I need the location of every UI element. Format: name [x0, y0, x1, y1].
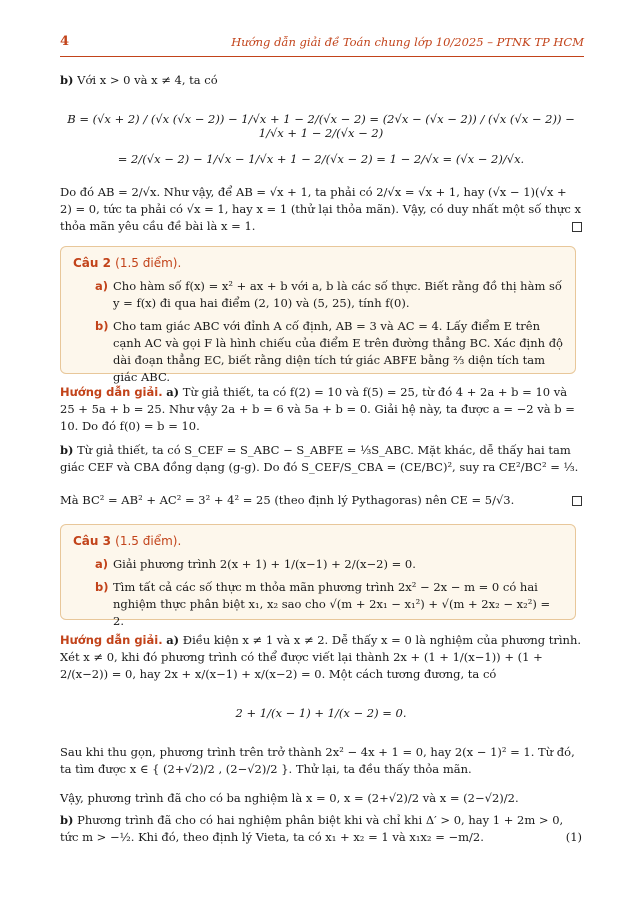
header-rule: [60, 56, 584, 57]
question-3b-text: Tìm tất cả các số thực m thỏa mãn phương trình 2x² − 2x − m = 0 có hai nghiệm thực phân biệt x₁, x₂ sao cho √(m + 2x₁ − x₁²) + √(m + 2x₂ − x₂²) = 2.: [113, 580, 551, 628]
question-3-heading: [73, 533, 563, 550]
solution-3a-after: [60, 744, 582, 778]
question-3a-label: a): [95, 557, 109, 571]
solution-3-guide: Hướng dẫn giải.: [60, 633, 163, 647]
solution-2b-text-2: Mà BC² = AB² + AC² = 3² + 4² = 25 (theo định lý Pythagoras) nên CE = 5/√3.: [60, 493, 515, 507]
solution-3a-conclusion-text: Vậy, phương trình đã cho có ba nghiệm là x = 0, x = (2+√2)/2 và x = (2−√2)/2.: [60, 791, 519, 805]
question-2-points: (1.5 điểm).: [115, 256, 182, 270]
solution-3a-text: Điều kiện x ≠ 1 và x ≠ 2. Dễ thấy x = 0 là nghiệm của phương trình. Xét x ≠ 0, khi đó phương trình có thể được viết lại thành 2x + (1 + 1/(x−1)) + (1 + 2/(x−2)) = 0, hay 2x + x/(x−1) + x/(x−2) = 0. Một cách tương đương, ta có: [60, 633, 582, 681]
question-2a: [73, 278, 563, 312]
solution-3a-label: a): [166, 633, 180, 647]
question-2a-label: a): [95, 279, 109, 293]
page-number: 4: [60, 34, 70, 49]
solution-3b-text: Phương trình đã cho có hai nghiệm phân biệt khi và chỉ khi Δ′ > 0, hay 1 + 2m > 0, tức m > −½. Khi đó, theo định lý Vieta, ta có x₁ + x₂ = 1 và x₁x₂ = −m/2.: [60, 813, 564, 844]
qed-icon: [572, 496, 582, 506]
question-3a-text: Giải phương trình 2(x + 1) + 1/(x−1) + 2/(x−2) = 0.: [113, 557, 416, 571]
question-2b: [73, 318, 563, 386]
solution-2b-end: [60, 492, 582, 509]
equation-number: (1): [565, 830, 582, 844]
solution-3a-after-text: Sau khi thu gọn, phương trình trên trở thành 2x² − 4x + 1 = 0, hay 2(x − 1)² = 1. Từ đó, ta tìm được x ∈ { (2+√2)/2 , (2−√2)/2 }. Thử lại, ta đều thấy thỏa mãn.: [60, 745, 575, 776]
question-2-heading: [73, 255, 563, 272]
question-3-box: [60, 524, 576, 628]
question-2a-text: Cho hàm số f(x) = x² + ax + b với a, b là các số thực. Biết rằng đồ thị hàm số y = f(x) đi qua hai điểm (2, 10) và (5, 25), tính f(0).: [113, 279, 562, 310]
solution-2a-text: Từ giả thiết, ta có f(2) = 10 và f(5) = 25, từ đó 4 + 2a + b = 10 và 25 + 5a + b = 25. Như vậy 2a + b = 6 và 5a + b = 0. Giải hệ này, ta được a = −2 và b = 10. Do đó f(0) = b = 10.: [60, 385, 575, 433]
conclusion-b: [60, 184, 582, 235]
equation-line-2: = 2/(√x − 2) − 1/√x − 1/√x + 1 − 2/(√x − 2) = 1 − 2/√x = (√x − 2)/√x.: [117, 152, 525, 166]
question-3-points: (1.5 điểm).: [115, 534, 182, 548]
solution-3a-equation: 2 + 1/(x − 1) + 1/(x − 2) = 0.: [235, 706, 407, 720]
running-title: Hướng dẫn giải đề Toán chung lớp 10/2025 – PTNK TP HCM: [231, 35, 584, 49]
equation-line-1: B = (√x + 2) / (√x (√x − 2)) − 1/√x + 1 − 2/(√x − 2) = (2√x − (√x − 2)) / (√x (√x − 2)) − 1/√x + 1 − 2/(√x − 2): [67, 112, 575, 140]
question-2b-text: Cho tam giác ABC với đỉnh A cố định, AB = 3 và AC = 4. Lấy điểm E trên cạnh AC và gọi F là hình chiếu của điểm E trên đường thẳng BC. Xác định độ dài đoạn thẳng EC, biết rằng diện tích tứ giác ABFE bằng ⅔ diện tích tam giác ABC.: [113, 319, 563, 384]
question-3b: [73, 579, 563, 630]
solution-3a: [60, 632, 582, 683]
part-b-label: b): [60, 73, 74, 87]
solution-2b-text-1: Từ giả thiết, ta có S_CEF = S_ABC − S_ABFE = ⅓S_ABC. Mặt khác, dễ thấy hai tam giác CEF và CBA đồng dạng (g-g). Do đó S_CEF/S_CBA = (CE/BC)², suy ra CE²/BC² = ⅓.: [60, 443, 579, 474]
page-header: [60, 34, 584, 52]
question-2-title: Câu 2: [73, 256, 111, 270]
part-b-intro: [60, 72, 582, 89]
conclusion-b-text: Do đó AB = 2/√x. Như vậy, để AB = √x + 1, ta phải có 2/√x = √x + 1, hay (√x − 1)(√x + 2) = 0, tức ta phải có √x = 1, hay x = 1 (thử lại thỏa mãn). Vậy, có duy nhất một số thực x thỏa mãn yêu cầu đề bài là x = 1.: [60, 185, 581, 233]
question-3b-label: b): [95, 580, 109, 594]
solution-2a: [60, 384, 582, 435]
solution-2b: [60, 442, 582, 476]
solution-3a-conclusion: [60, 790, 582, 807]
question-2-box: [60, 246, 576, 384]
solution-2b-label: b): [60, 443, 74, 457]
solution-2a-label: a): [166, 385, 180, 399]
question-3a: [73, 556, 563, 573]
part-b-text: Với x > 0 và x ≠ 4, ta có: [77, 73, 218, 87]
qed-icon: [572, 222, 582, 232]
question-2b-label: b): [95, 319, 109, 333]
solution-3b: [60, 812, 582, 846]
solution-3b-label: b): [60, 813, 74, 827]
question-3-title: Câu 3: [73, 534, 111, 548]
solution-2-guide: Hướng dẫn giải.: [60, 385, 163, 399]
